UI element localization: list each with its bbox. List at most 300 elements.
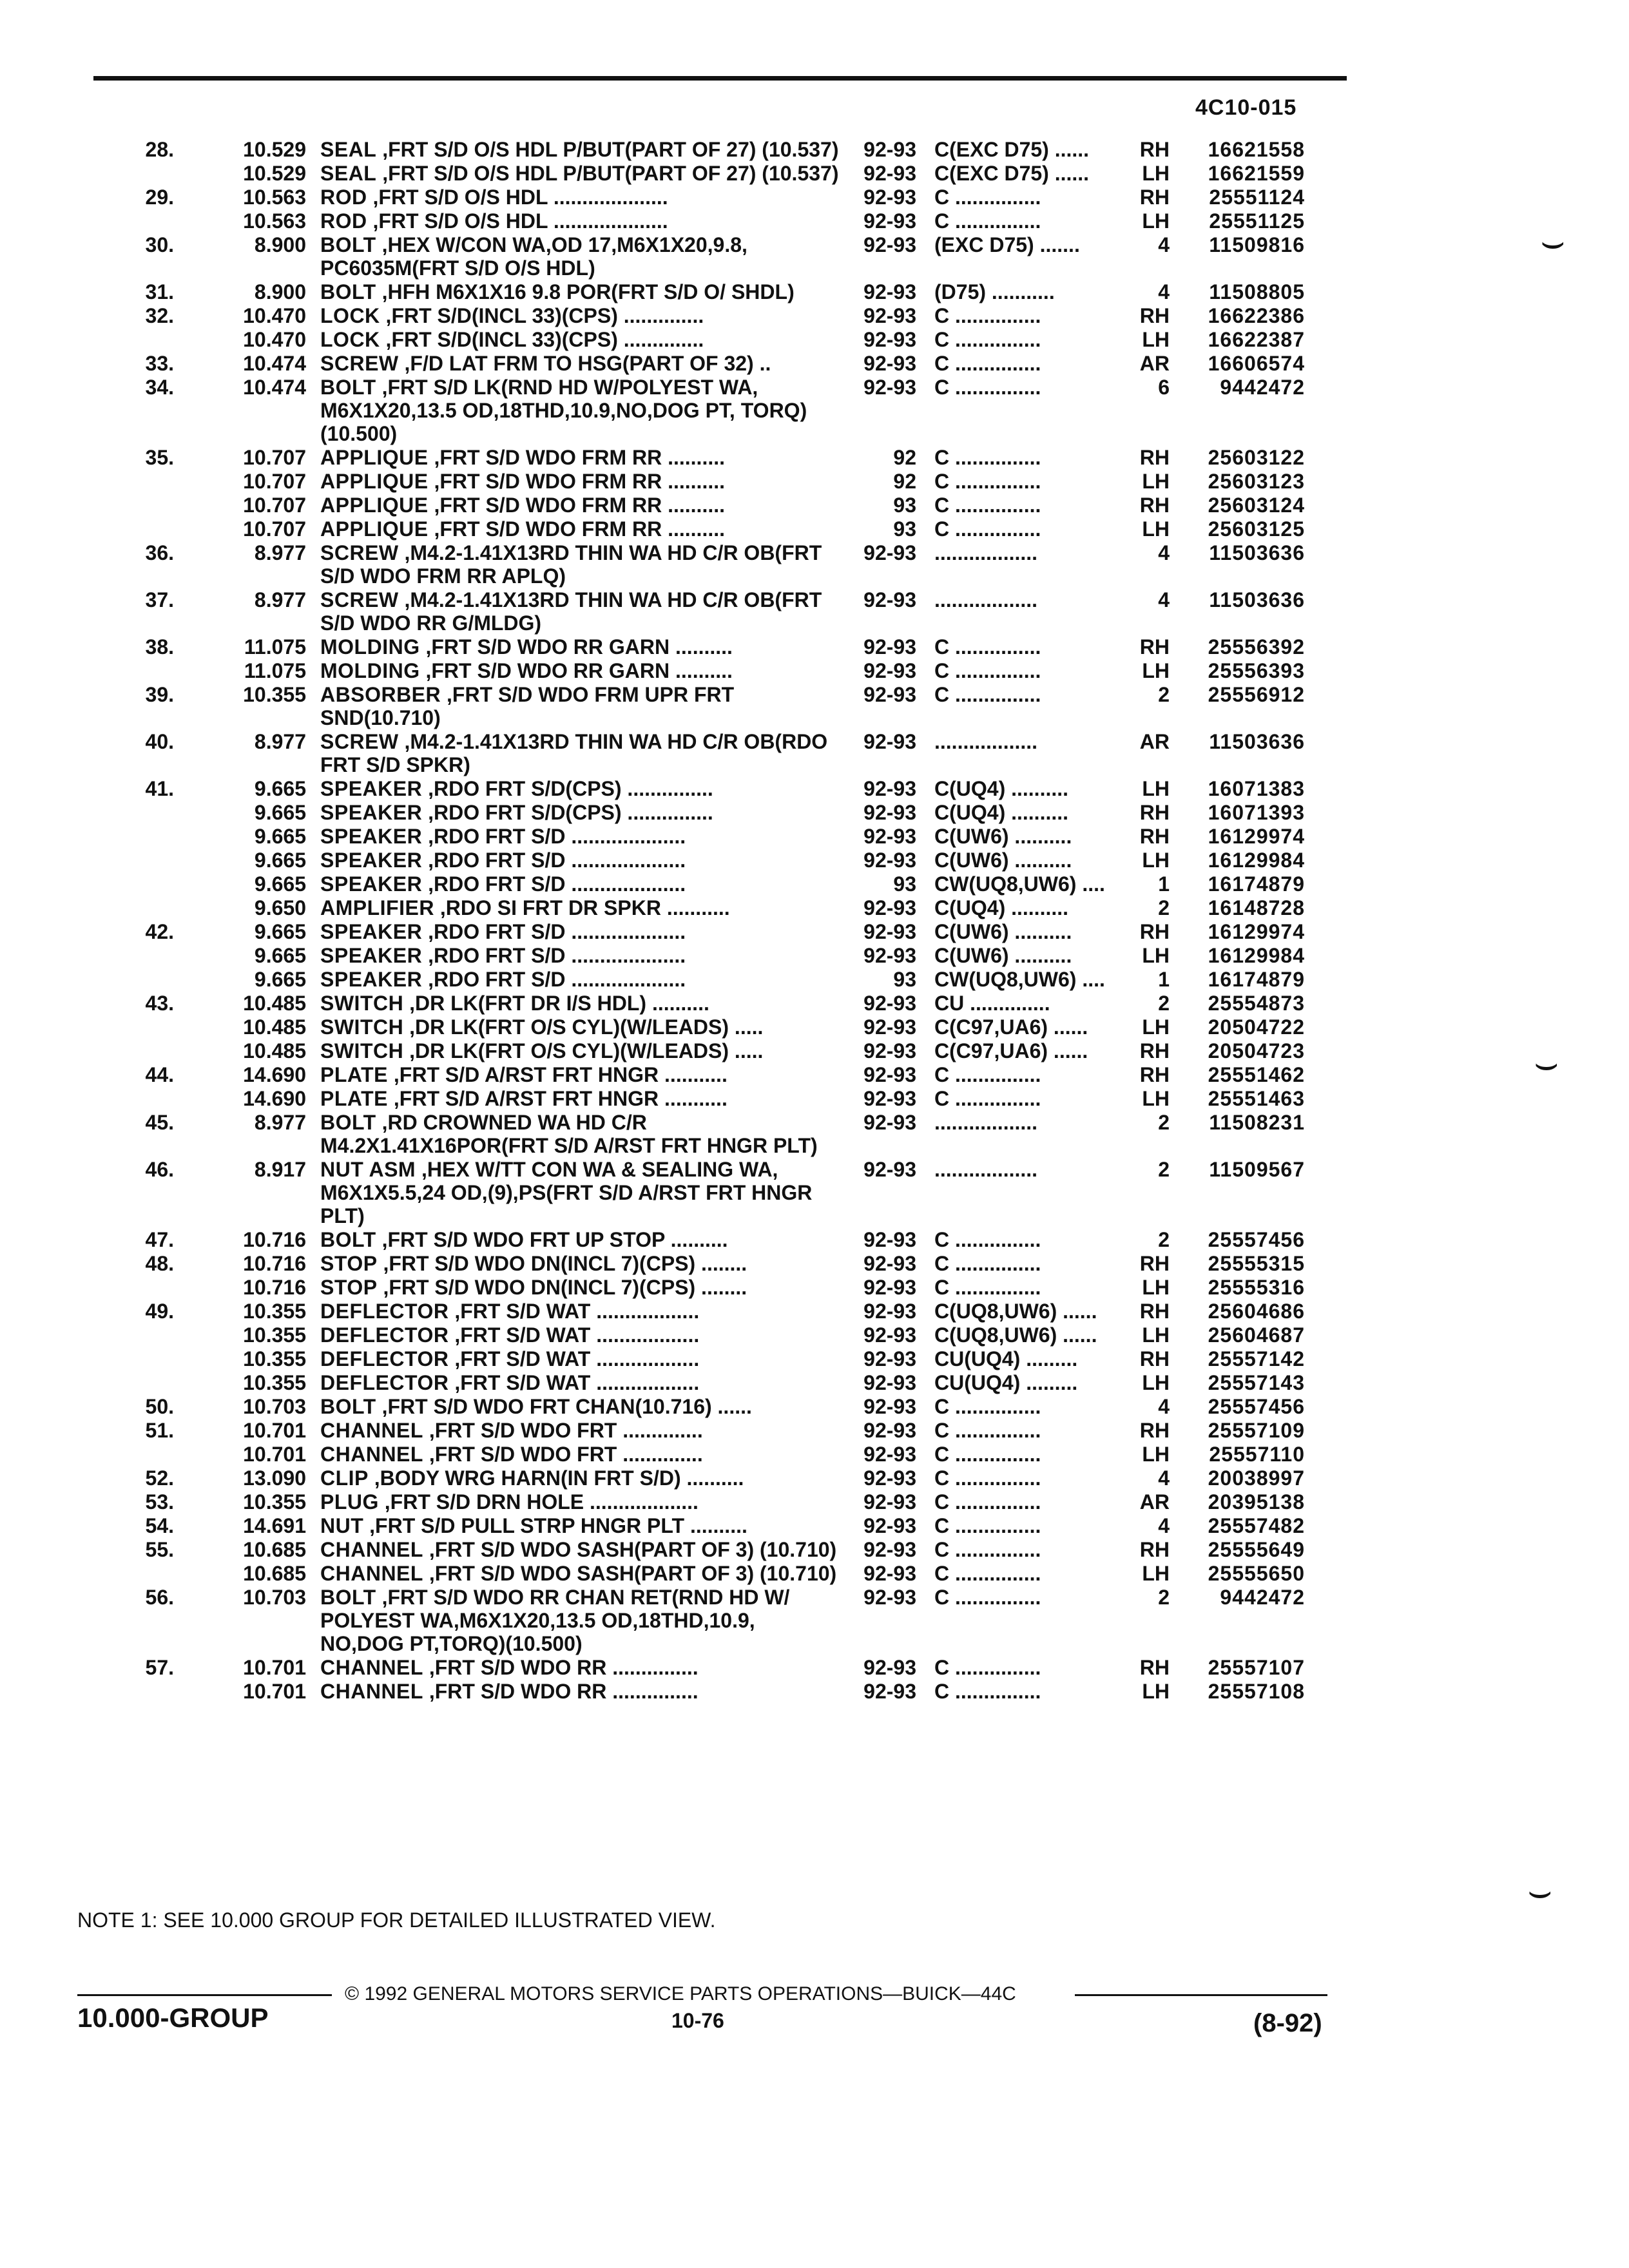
quantity: LH	[1142, 1562, 1170, 1585]
part-description	[306, 992, 842, 1015]
quantity: 2	[1158, 896, 1170, 919]
part-description	[306, 1276, 842, 1299]
part-description	[306, 588, 842, 635]
model-years: 92-93	[863, 328, 916, 351]
part-detail: ,DR LK(FRT O/S CYL)(W/LEADS) .....	[409, 1015, 764, 1039]
part-description	[306, 920, 842, 943]
quantity: RH	[1139, 920, 1170, 943]
part-number: 25557456	[1208, 1228, 1305, 1251]
part-number: 16129974	[1208, 920, 1305, 943]
part-row	[77, 1228, 1353, 1251]
part-name: DEFLECTOR	[320, 1371, 449, 1394]
item-number: 56.	[145, 1586, 174, 1609]
part-detail: ,BODY WRG HARN(IN FRT S/D) ..........	[374, 1466, 744, 1490]
usage-code: C ...............	[934, 470, 1041, 493]
part-detail: ,FRT S/D WDO FRT ..............	[429, 1443, 703, 1466]
group-number: 10.707	[243, 517, 306, 541]
item-number: 39.	[145, 683, 174, 706]
usage-code: C ...............	[934, 635, 1041, 658]
usage-code: C ...............	[934, 1443, 1041, 1466]
quantity: 4	[1158, 280, 1170, 303]
usage-code: C(UW6) ..........	[934, 944, 1072, 967]
group-number: 8.900	[254, 233, 306, 256]
part-row	[77, 376, 1353, 445]
usage-code: C(UQ4) ..........	[934, 777, 1069, 800]
part-number: 25551463	[1208, 1087, 1305, 1110]
item-number: 54.	[145, 1514, 174, 1537]
part-name: ABSORBER	[320, 683, 441, 706]
quantity: LH	[1142, 1015, 1170, 1039]
part-detail: ,RDO FRT S/D ....................	[428, 968, 686, 991]
model-years: 92-93	[863, 777, 916, 800]
usage-code: C ...............	[934, 1252, 1041, 1275]
usage-code: C(C97,UA6) ......	[934, 1015, 1088, 1039]
part-name: SCREW	[320, 541, 399, 564]
quantity: LH	[1142, 1276, 1170, 1299]
part-number: 11509816	[1209, 233, 1305, 256]
quantity: LH	[1142, 944, 1170, 967]
model-years: 92-93	[863, 849, 916, 872]
part-row	[77, 1680, 1353, 1703]
part-number: 25556912	[1208, 683, 1305, 706]
part-row	[77, 138, 1353, 161]
part-row	[77, 1323, 1353, 1347]
part-number: 25604686	[1208, 1300, 1305, 1323]
usage-code: C ...............	[934, 352, 1041, 375]
group-number: 9.665	[254, 968, 306, 991]
usage-code: C(UW6) ..........	[934, 849, 1072, 872]
part-description	[306, 517, 842, 541]
part-number: 16129984	[1208, 944, 1305, 967]
part-number: 25554873	[1208, 992, 1305, 1015]
quantity: RH	[1139, 1656, 1170, 1679]
part-row	[77, 352, 1353, 375]
part-detail: ,FRT S/D WAT ..................	[454, 1347, 700, 1370]
usage-code: C ...............	[934, 376, 1041, 399]
quantity: RH	[1139, 446, 1170, 469]
part-detail: ,FRT S/D(INCL 33)(CPS) ..............	[385, 328, 704, 351]
part-row	[77, 1395, 1353, 1418]
model-years: 92-93	[863, 1466, 916, 1490]
group-number: 10.355	[243, 1347, 306, 1370]
part-row	[77, 896, 1353, 919]
group-number: 10.707	[243, 446, 306, 469]
part-name: SPEAKER	[320, 872, 423, 896]
part-row	[77, 659, 1353, 682]
part-detail: ,FRT S/D DRN HOLE ...................	[384, 1490, 699, 1514]
part-row	[77, 1443, 1353, 1466]
usage-code: C ...............	[934, 1680, 1041, 1703]
model-years: 92-93	[863, 1371, 916, 1394]
part-description	[306, 1443, 842, 1466]
model-years: 92-93	[863, 1656, 916, 1679]
part-detail: ,M4.2-1.41X13RD THIN WA HD C/R OB(RDO FRT S/D SPKR)	[320, 730, 828, 776]
model-years: 92-93	[863, 920, 916, 943]
copyright-notice: © 1992 GENERAL MOTORS SERVICE PARTS OPERATIONS—BUICK—44C	[345, 1983, 1016, 2004]
part-row	[77, 186, 1353, 209]
group-number: 9.665	[254, 944, 306, 967]
part-detail: ,FRT S/D WDO DN(INCL 7)(CPS) ........	[383, 1276, 747, 1299]
group-number: 13.090	[243, 1466, 306, 1490]
part-number: 11509567	[1209, 1158, 1305, 1181]
item-number: 28.	[145, 138, 174, 161]
part-name: BOLT	[320, 376, 376, 399]
part-row	[77, 1087, 1353, 1110]
quantity: RH	[1139, 494, 1170, 517]
usage-code: CU(UQ4) .........	[934, 1347, 1078, 1370]
part-detail: ,FRT S/D WDO FRM RR ..........	[434, 446, 725, 469]
part-name: BOLT	[320, 233, 376, 256]
part-detail: ,FRT S/D WDO RR GARN ..........	[425, 635, 733, 658]
part-description	[306, 896, 842, 919]
part-name: BOLT	[320, 280, 376, 303]
quantity: RH	[1139, 1300, 1170, 1323]
part-detail: ,FRT S/D WDO FRM RR ..........	[434, 470, 725, 493]
part-name: STOP	[320, 1252, 378, 1275]
quantity: 2	[1158, 1158, 1170, 1181]
usage-code: C ...............	[934, 1395, 1041, 1418]
group-number: 11.075	[244, 659, 306, 682]
group-number: 10.685	[243, 1538, 306, 1561]
part-row	[77, 1252, 1353, 1275]
part-number: 16621559	[1208, 162, 1305, 185]
usage-code: C(EXC D75) ......	[934, 138, 1090, 161]
part-number: 16622387	[1208, 328, 1305, 351]
quantity: LH	[1142, 328, 1170, 351]
part-detail: ,FRT S/D WDO RR CHAN RET(RND HD W/ POLYEST WA,M6X1X20,13.5 OD,18THD,10.9, NO,DOG PT,TORQ)(10.500)	[320, 1586, 790, 1655]
part-number: 20395138	[1208, 1490, 1305, 1514]
group-number: 8.977	[254, 1111, 306, 1134]
margin-mark-icon: ⌣	[1534, 1041, 1559, 1084]
usage-code: C ...............	[934, 517, 1041, 541]
part-number: 16071393	[1208, 801, 1305, 824]
part-description	[306, 1323, 842, 1347]
part-name: CHANNEL	[320, 1656, 423, 1679]
quantity: LH	[1142, 1323, 1170, 1347]
part-description	[306, 1656, 842, 1679]
top-rule	[93, 76, 1347, 81]
part-name: MOLDING	[320, 659, 420, 682]
part-name: ROD	[320, 209, 367, 233]
part-detail: ,FRT S/D WDO SASH(PART OF 3) (10.710)	[429, 1538, 837, 1561]
usage-code: CU(UQ4) .........	[934, 1371, 1078, 1394]
part-row	[77, 944, 1353, 967]
item-number: 38.	[145, 635, 174, 658]
part-number: 11503636	[1209, 730, 1305, 753]
part-description	[306, 968, 842, 991]
part-detail: ,FRT S/D WAT ..................	[454, 1323, 700, 1347]
item-number: 47.	[145, 1228, 174, 1251]
part-name: SPEAKER	[320, 801, 423, 824]
part-number: 9442472	[1220, 1586, 1305, 1609]
part-detail: ,RDO FRT S/D(CPS) ...............	[428, 777, 713, 800]
item-number: 57.	[145, 1656, 174, 1679]
part-name: BOLT	[320, 1395, 376, 1418]
part-number: 25551125	[1209, 209, 1305, 233]
part-number: 16621558	[1208, 138, 1305, 161]
part-description	[306, 1015, 842, 1039]
part-detail: ,FRT S/D PULL STRP HNGR PLT ..........	[369, 1514, 747, 1537]
usage-code: C(UQ4) ..........	[934, 896, 1069, 919]
model-years: 92-93	[863, 138, 916, 161]
model-years: 92-93	[863, 1087, 916, 1110]
part-description	[306, 1111, 842, 1157]
part-description	[306, 730, 842, 776]
model-years: 92-93	[863, 1323, 916, 1347]
group-number: 9.650	[254, 896, 306, 919]
quantity: RH	[1139, 635, 1170, 658]
usage-code: ..................	[934, 541, 1038, 564]
quantity: AR	[1139, 352, 1170, 375]
part-number: 20504723	[1208, 1039, 1305, 1062]
item-number: 48.	[145, 1252, 174, 1275]
item-number: 41.	[145, 777, 174, 800]
part-description	[306, 849, 842, 872]
part-row	[77, 233, 1353, 280]
usage-code: CU ..............	[934, 992, 1050, 1015]
part-description	[306, 376, 842, 445]
part-description	[306, 233, 842, 280]
quantity: RH	[1139, 304, 1170, 327]
part-row	[77, 1039, 1353, 1062]
model-years: 92-93	[863, 1680, 916, 1703]
part-name: SCREW	[320, 730, 399, 753]
part-detail: ,FRT S/D WDO RR ...............	[429, 1656, 699, 1679]
part-number: 25557110	[1209, 1443, 1305, 1466]
part-name: SPEAKER	[320, 968, 423, 991]
part-description	[306, 470, 842, 493]
part-description	[306, 801, 842, 824]
usage-code: C ...............	[934, 328, 1041, 351]
part-name: PLATE	[320, 1087, 389, 1110]
part-detail: ,FRT S/D WDO SASH(PART OF 3) (10.710)	[429, 1562, 837, 1585]
item-number: 29.	[145, 186, 174, 209]
part-detail: ,FRT S/D WDO DN(INCL 7)(CPS) ........	[383, 1252, 747, 1275]
part-detail: ,RDO FRT S/D ....................	[428, 849, 686, 872]
group-number: 9.665	[254, 920, 306, 943]
part-row	[77, 470, 1353, 493]
part-name: APPLIQUE	[320, 517, 429, 541]
part-description	[306, 1300, 842, 1323]
model-years: 92-93	[863, 659, 916, 682]
group-number: 14.690	[243, 1063, 306, 1086]
part-description	[306, 1371, 842, 1394]
part-name: SWITCH	[320, 992, 404, 1015]
usage-code: CW(UQ8,UW6) ....	[934, 968, 1105, 991]
part-detail: ,RDO FRT S/D(CPS) ...............	[428, 801, 713, 824]
quantity: 2	[1158, 1586, 1170, 1609]
usage-code: C ...............	[934, 1562, 1041, 1585]
part-detail: ,RDO SI FRT DR SPKR ...........	[439, 896, 730, 919]
usage-code: C ...............	[934, 1538, 1041, 1561]
group-number: 8.917	[254, 1158, 306, 1181]
part-number: 25604687	[1208, 1323, 1305, 1347]
group-number: 10.685	[243, 1562, 306, 1585]
quantity: AR	[1139, 1490, 1170, 1514]
part-name: SPEAKER	[320, 849, 423, 872]
part-description	[306, 777, 842, 800]
part-description	[306, 683, 842, 729]
model-years: 92-93	[863, 1586, 916, 1609]
part-name: DEFLECTOR	[320, 1347, 449, 1370]
part-description	[306, 1039, 842, 1062]
quantity: LH	[1142, 1371, 1170, 1394]
part-number: 16148728	[1208, 896, 1305, 919]
part-number: 20504722	[1208, 1015, 1305, 1039]
part-number: 11503636	[1209, 541, 1305, 564]
item-number: 31.	[145, 280, 174, 303]
model-years: 92-93	[863, 1063, 916, 1086]
quantity: 4	[1158, 233, 1170, 256]
item-number: 30.	[145, 233, 174, 256]
model-years: 92-93	[863, 162, 916, 185]
model-years: 93	[893, 494, 916, 517]
part-description	[306, 494, 842, 517]
part-row	[77, 1656, 1353, 1679]
usage-code: C ...............	[934, 304, 1041, 327]
quantity: LH	[1142, 659, 1170, 682]
part-number: 16606574	[1208, 352, 1305, 375]
part-detail: ,M4.2-1.41X13RD THIN WA HD C/R OB(FRT S/D WDO RR G/MLDG)	[320, 588, 822, 635]
part-name: SPEAKER	[320, 920, 423, 943]
model-years: 93	[893, 872, 916, 896]
footer-rule-left	[77, 1994, 332, 1996]
part-detail: ,DR LK(FRT O/S CYL)(W/LEADS) .....	[409, 1039, 764, 1062]
part-row	[77, 1015, 1353, 1039]
part-name: ROD	[320, 186, 367, 209]
part-number: 16174879	[1208, 968, 1305, 991]
part-description	[306, 1228, 842, 1251]
part-description	[306, 328, 842, 351]
part-detail: ,FRT S/D O/S HDL P/BUT(PART OF 27) (10.537)	[382, 138, 839, 161]
part-number: 25557142	[1208, 1347, 1305, 1370]
group-number: 8.977	[254, 588, 306, 611]
quantity: 4	[1158, 588, 1170, 611]
quantity: 2	[1158, 1111, 1170, 1134]
quantity: LH	[1142, 1087, 1170, 1110]
part-row	[77, 635, 1353, 658]
part-description	[306, 186, 842, 209]
part-detail: ,RDO FRT S/D ....................	[428, 872, 686, 896]
model-years: 92-93	[863, 730, 916, 753]
group-number: 10.701	[243, 1443, 306, 1466]
part-row	[77, 849, 1353, 872]
part-number: 25557482	[1208, 1514, 1305, 1537]
part-detail: ,M4.2-1.41X13RD THIN WA HD C/R OB(FRT S/D WDO FRM RR APLQ)	[320, 541, 822, 588]
part-name: APPLIQUE	[320, 446, 429, 469]
group-number: 10.355	[243, 1300, 306, 1323]
part-name: PLATE	[320, 1063, 389, 1086]
group-number: 10.355	[243, 1323, 306, 1347]
part-name: SCREW	[320, 352, 399, 375]
part-name: NUT	[320, 1514, 364, 1537]
part-detail: ,HEX W/TT CON WA & SEALING WA, M6X1X5.5,24 OD,(9),PS(FRT S/D A/RST FRT HNGR PLT)	[320, 1158, 813, 1227]
part-row	[77, 801, 1353, 824]
usage-code: C(UQ8,UW6) ......	[934, 1300, 1097, 1323]
part-description	[306, 541, 842, 588]
group-number: 10.355	[243, 1490, 306, 1514]
part-row	[77, 1063, 1353, 1086]
part-number: 25557109	[1208, 1419, 1305, 1442]
part-name: BOLT	[320, 1586, 376, 1609]
usage-code: CW(UQ8,UW6) ....	[934, 872, 1105, 896]
footnote: NOTE 1: SEE 10.000 GROUP FOR DETAILED ILLUSTRATED VIEW.	[77, 1908, 716, 1932]
item-number: 44.	[145, 1063, 174, 1086]
part-detail: ,DR LK(FRT DR I/S HDL) ..........	[409, 992, 709, 1015]
model-years: 93	[893, 517, 916, 541]
part-name: CHANNEL	[320, 1443, 423, 1466]
part-number: 16174879	[1208, 872, 1305, 896]
part-description	[306, 304, 842, 327]
part-description	[306, 138, 842, 161]
part-detail: ,HFH M6X1X16 9.8 POR(FRT S/D O/ SHDL)	[381, 280, 795, 303]
quantity: 6	[1158, 376, 1170, 399]
part-name: CHANNEL	[320, 1538, 423, 1561]
model-years: 92-93	[863, 233, 916, 256]
group-number: 10.355	[243, 683, 306, 706]
model-years: 92-93	[863, 1562, 916, 1585]
part-detail: ,FRT S/D WDO RR ...............	[429, 1680, 699, 1703]
item-number: 33.	[145, 352, 174, 375]
usage-code: ..................	[934, 1111, 1038, 1134]
quantity: LH	[1142, 517, 1170, 541]
usage-code: C(UW6) ..........	[934, 825, 1072, 848]
part-name: DEFLECTOR	[320, 1323, 449, 1347]
model-years: 92-93	[863, 1039, 916, 1062]
part-detail: ,FRT S/D WDO RR GARN ..........	[425, 659, 733, 682]
part-detail: ,FRT S/D WDO FRM RR ..........	[434, 517, 725, 541]
group-number: 11.075	[244, 635, 306, 658]
group-number: 10.716	[243, 1228, 306, 1251]
usage-code: C(UW6) ..........	[934, 920, 1072, 943]
model-years: 92-93	[863, 352, 916, 375]
part-row	[77, 209, 1353, 233]
part-detail: ,FRT S/D A/RST FRT HNGR ...........	[393, 1063, 728, 1086]
usage-code: C ...............	[934, 494, 1041, 517]
part-detail: ,FRT S/D WDO FRM RR ..........	[434, 494, 725, 517]
part-row	[77, 1538, 1353, 1561]
quantity: LH	[1142, 1443, 1170, 1466]
part-description	[306, 1538, 842, 1561]
parts-list	[77, 138, 1353, 1704]
item-number: 40.	[145, 730, 174, 753]
part-number: 11503636	[1209, 588, 1305, 611]
part-name: SWITCH	[320, 1015, 404, 1039]
quantity: LH	[1142, 1680, 1170, 1703]
group-number: 8.977	[254, 730, 306, 753]
group-number: 10.703	[243, 1395, 306, 1418]
quantity: 2	[1158, 683, 1170, 706]
item-number: 37.	[145, 588, 174, 611]
quantity: RH	[1139, 186, 1170, 209]
group-number: 8.977	[254, 541, 306, 564]
group-number: 10.474	[243, 376, 306, 399]
part-name: BOLT	[320, 1228, 376, 1251]
group-number: 10.529	[243, 162, 306, 185]
part-row	[77, 992, 1353, 1015]
usage-code: C ...............	[934, 1228, 1041, 1251]
item-number: 32.	[145, 304, 174, 327]
part-row	[77, 162, 1353, 185]
usage-code: C(UQ8,UW6) ......	[934, 1323, 1097, 1347]
quantity: RH	[1139, 138, 1170, 161]
part-description	[306, 280, 842, 303]
part-row	[77, 825, 1353, 848]
group-number: 10.707	[243, 470, 306, 493]
part-description	[306, 1562, 842, 1585]
usage-code: C ...............	[934, 1466, 1041, 1490]
part-detail: ,FRT S/D O/S HDL P/BUT(PART OF 27) (10.537)	[382, 162, 839, 185]
